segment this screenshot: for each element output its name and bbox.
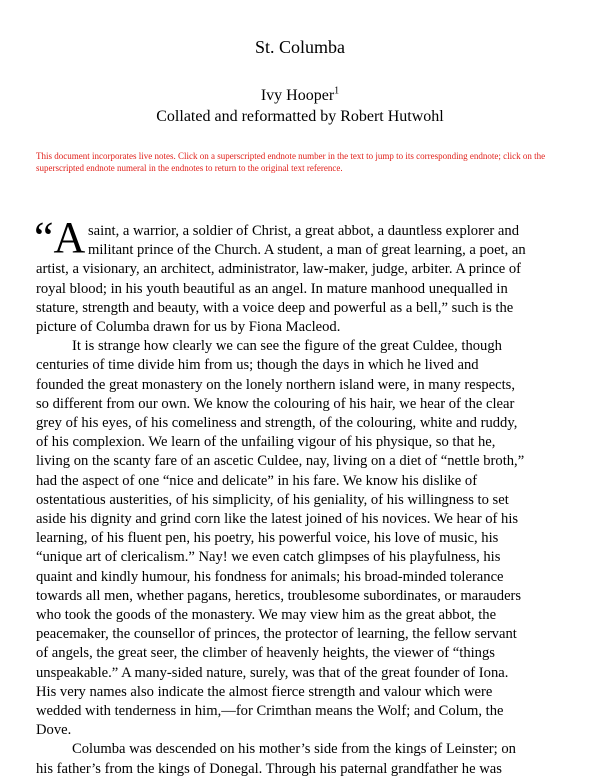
drop-cap: “A: [34, 213, 86, 262]
text-line: “unique art of clericalism.” Nay! we even catch glimpses of his playfulness, his: [36, 549, 501, 566]
text-line: militant prince of the Church. A student, a man of great learning, a poet, an: [88, 242, 526, 259]
text-line: founded the great monastery on the lonely northern island were, in many respects,: [36, 376, 516, 393]
paragraph-1: [34, 213, 566, 337]
paragraph-2: [36, 337, 566, 740]
text-line: learning, of his fluent pen, his poetry, his powerful voice, his love of music, his: [36, 530, 499, 547]
body-text: [34, 213, 566, 779]
text-line: quaint and kindly humour, his fondness for animals; his broad-minded tolerance: [36, 568, 504, 585]
text-line: royal blood; in his youth beautiful as an angel. In mature manhood unequalled in: [36, 280, 508, 297]
text-line: of angels, the great seer, the climber of heavenly heights, the viewer of “things: [36, 645, 495, 662]
text-line: It is strange how clearly we can see the figure of the great Culdee, though: [72, 338, 502, 355]
live-notes-notice: This document incorporates live notes. Click on a superscripted endnote number in the text to jump to its corresponding endnote; click on the superscripted endnote numeral in the endnotes to return to the original text reference.: [36, 151, 546, 173]
author-line: [0, 86, 600, 106]
text-line: of his complexion. We learn of the unfailing vigour of his physique, so that he,: [36, 434, 496, 451]
text-line: wedded with tenderness in him,—for Crimthan means the Wolf; and Colum, the: [36, 703, 504, 720]
author-name: Ivy Hooper: [260, 87, 335, 104]
text-line: peacemaker, the counsellor of princes, the protector of learning, the fellow servant: [36, 626, 517, 643]
text-line: who took the goods of the monastery. We may view him as the great abbot, the: [36, 607, 497, 624]
text-line: his father’s from the kings of Donegal. Through his paternal grandfather he was: [36, 760, 502, 777]
text-line: saint, a warrior, a soldier of Christ, a great abbot, a dauntless explorer and: [88, 223, 520, 239]
text-line: living on the scanty fare of an ascetic Culdee, nay, living on a diet of “nettle broth,”: [36, 453, 525, 470]
text-line: aside his dignity and grind corn like the latest joined of his novices. We hear of his: [36, 511, 519, 528]
text-line: artist, a visionary, an architect, administrator, law-maker, judge, arbiter. A prince of: [36, 261, 521, 278]
text-line: had the aspect of one “nice and delicate” in his fare. We know his dislike of: [36, 472, 478, 489]
text-line: towards all men, whether pagans, heretics, troublesome subordinates, or marauders: [36, 587, 522, 604]
text-line: His very names also indicate the almost fierce strength and valour which were: [36, 683, 493, 700]
text-line: unspeakable.” A many-sided nature, surely, was that of the great founder of Iona.: [36, 664, 509, 681]
text-line: ostentatious austerities, of his simplicity, of his geniality, of his willingness to set: [36, 491, 509, 508]
document-title: St. Columba: [254, 37, 345, 57]
collated-by-line: Collated and reformatted by Robert Hutwohl: [156, 108, 444, 125]
text-line: centuries of time divide him from us; though the days in which he lived and: [36, 357, 479, 374]
text-line: Columba was descended on his mother’s side from the kings of Leinster; on: [72, 741, 516, 758]
paragraph-3: [36, 740, 566, 778]
endnote-ref-1[interactable]: 1: [334, 85, 340, 97]
text-line: so different from our own. We know the colouring of his hair, we hear of the clear: [36, 395, 515, 412]
text-line: stature, strength and beauty, with a voice deep and powerful as a bell,” such is the: [36, 299, 514, 316]
text-line: grey of his eyes, of his comeliness and strength, of the colouring, white and ruddy,: [36, 415, 518, 432]
text-line: picture of Columba drawn for us by Fiona Macleod.: [36, 319, 341, 336]
text-line: Dove.: [36, 722, 72, 739]
